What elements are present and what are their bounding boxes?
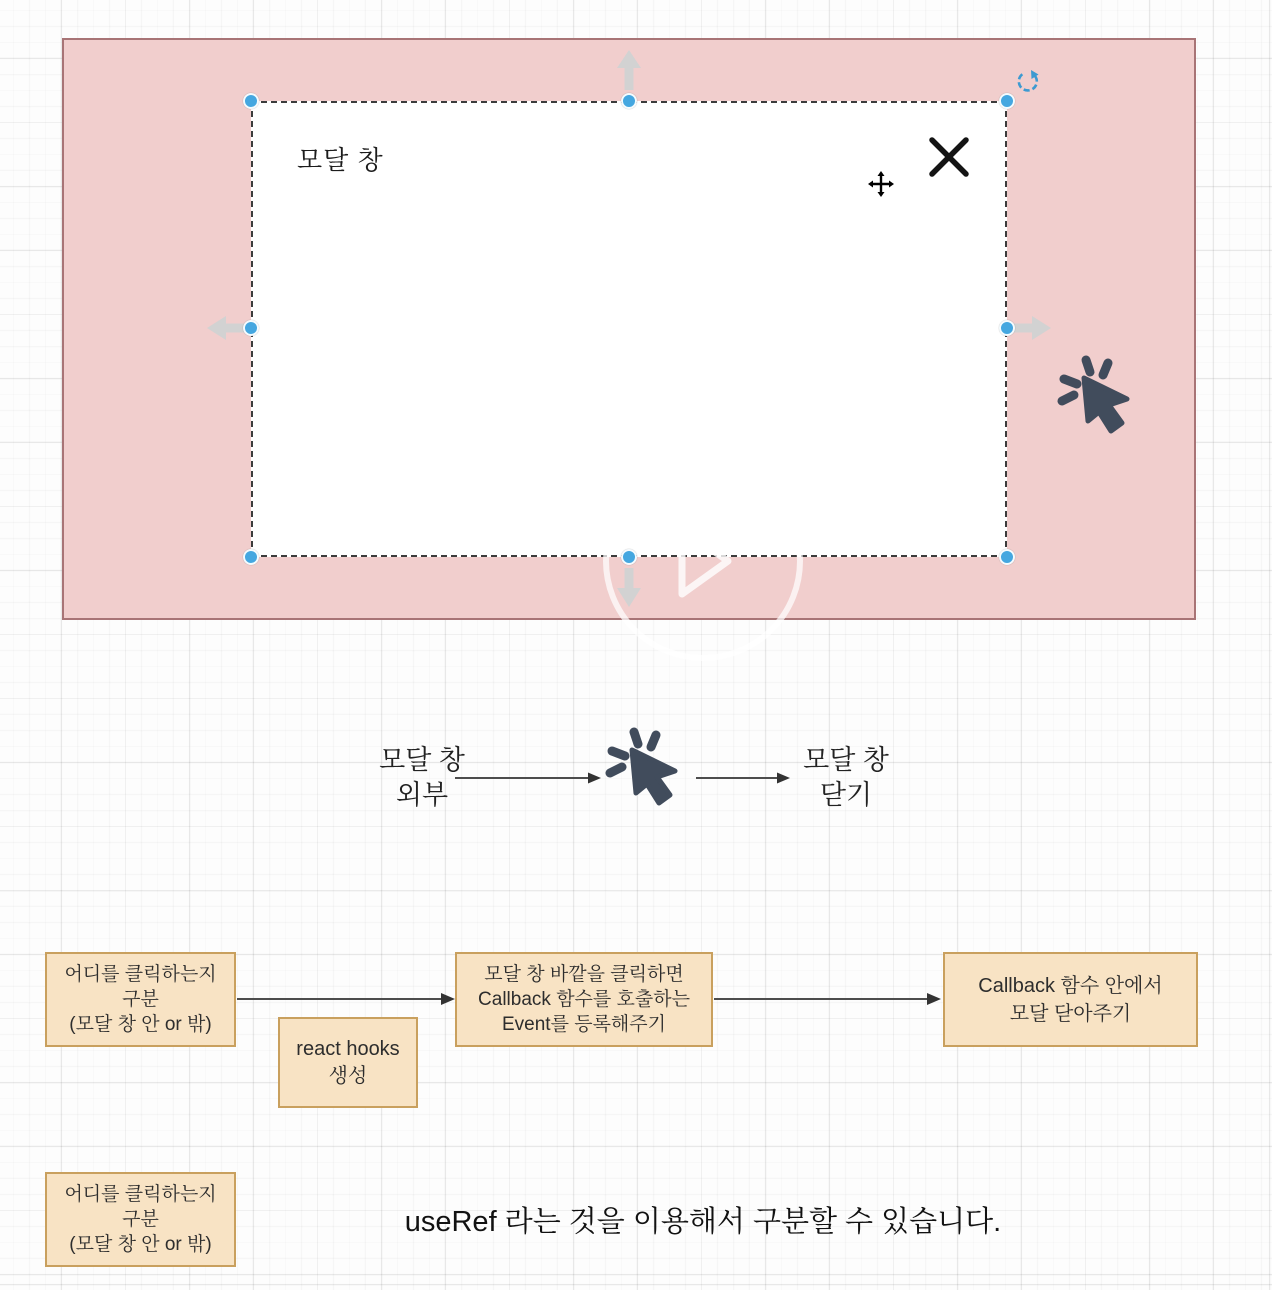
flow-label-modal-outside: 모달 창 외부 <box>379 745 465 810</box>
flowchart-box-react-hooks[interactable]: react hooks 생성 <box>278 1017 418 1108</box>
click-cursor-icon <box>596 722 696 822</box>
selection-handle-se[interactable] <box>999 549 1015 565</box>
flowchart-box-where-click-2[interactable]: 어디를 클릭하는지 구분 (모달 창 안 or 밖) <box>45 1172 236 1267</box>
flowchart-box-register-event[interactable]: 모달 창 바깥을 클릭하면 Callback 함수를 호출하는 Event를 등록해주기 <box>455 952 713 1047</box>
click-cursor-icon <box>1048 350 1148 450</box>
modal-title: 모달 창 <box>297 145 384 175</box>
play-icon <box>609 467 797 655</box>
close-icon[interactable] <box>925 133 973 181</box>
caption-useref: useRef 라는 것을 이용해서 구분할 수 있습니다. <box>404 1206 1002 1238</box>
selection-handle-e[interactable] <box>999 320 1015 336</box>
selection-handle-n[interactable] <box>621 93 637 109</box>
flowchart-box-where-click[interactable]: 어디를 클릭하는지 구분 (모달 창 안 or 밖) <box>45 952 236 1047</box>
rotate-handle-icon[interactable] <box>1014 68 1042 96</box>
selection-handle-sw[interactable] <box>243 549 259 565</box>
flow-label-modal-close: 모달 창 닫기 <box>803 745 889 810</box>
move-cursor-icon <box>867 170 895 198</box>
selection-handle-ne[interactable] <box>999 93 1015 109</box>
video-play-button[interactable] <box>603 461 803 661</box>
flowchart-box-close-modal[interactable]: Callback 함수 안에서 모달 닫아주기 <box>943 952 1198 1047</box>
selection-handle-w[interactable] <box>243 320 259 336</box>
selection-handle-nw[interactable] <box>243 93 259 109</box>
